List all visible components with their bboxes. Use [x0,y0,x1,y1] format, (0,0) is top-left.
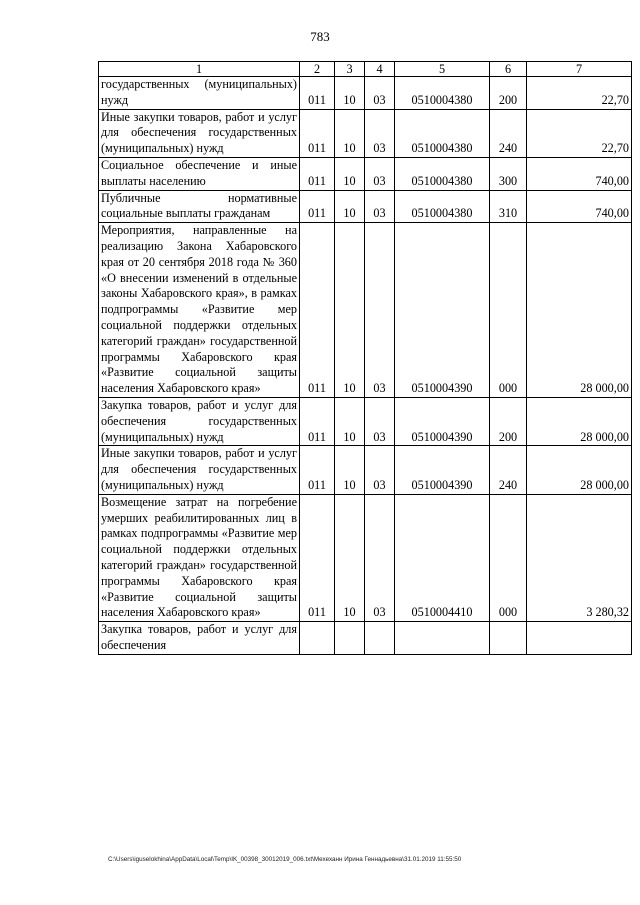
row-subsection [365,622,395,655]
column-header: 6 [490,62,527,77]
row-code: 011 [300,446,335,494]
column-header: 1 [99,62,300,77]
row-name: Мероприятия, направленные на реализацию Закона Хабаровского края от 20 сентября 2018 года № 360 «О внесении изменений в отдельные законы Хабаровского края», в рамках подпрограммы «Развитие мер социальной поддержки отдельных категорий граждан» государственной программы Хабаровского края «Развитие социальной защиты населения Хабаровского края» [99,223,300,398]
row-type: 200 [490,77,527,110]
row-name: Возмещение затрат на погребение умерших реабилитированных лиц в рамках подпрограммы «Развитие мер социальной поддержки отдельных категорий граждан» государственной программы Хабаровского края «Развитие социальной защиты населения Хабаровского края» [99,494,300,621]
column-header: 4 [365,62,395,77]
table-row [99,223,632,398]
row-code: 011 [300,494,335,621]
row-section: 10 [335,494,365,621]
table-row [99,109,632,157]
row-name: Социальное обеспечение и иные выплаты населению [99,157,300,190]
row-name: Иные закупки товаров, работ и услуг для обеспечения государственных (муниципальных) нужд [99,446,300,494]
row-subsection: 03 [365,77,395,110]
column-header: 5 [395,62,490,77]
row-subsection: 03 [365,109,395,157]
column-header: 7 [527,62,632,77]
table-row [99,77,632,110]
row-target: 0510004380 [395,190,490,223]
row-section: 10 [335,109,365,157]
row-subsection: 03 [365,494,395,621]
row-target: 0510004410 [395,494,490,621]
row-code: 011 [300,190,335,223]
table-header-row [99,62,632,77]
row-type: 310 [490,190,527,223]
row-name: государственных (муниципальных) нужд [99,77,300,110]
page-number: 783 [310,29,330,44]
row-amount: 740,00 [527,190,632,223]
row-subsection: 03 [365,446,395,494]
row-code: 011 [300,77,335,110]
row-section: 10 [335,397,365,445]
row-code: 011 [300,397,335,445]
row-subsection: 03 [365,157,395,190]
row-name: Иные закупки товаров, работ и услуг для обеспечения государственных (муниципальных) нужд [99,109,300,157]
row-type: 000 [490,494,527,621]
row-name: Публичные нормативные социальные выплаты гражданам [99,190,300,223]
row-amount [527,622,632,655]
row-section: 10 [335,190,365,223]
row-section: 10 [335,223,365,398]
row-target: 0510004390 [395,446,490,494]
row-name: Закупка товаров, работ и услуг для обеспечения [99,622,300,655]
row-amount: 28 000,00 [527,446,632,494]
row-section [335,622,365,655]
row-type: 240 [490,109,527,157]
row-section: 10 [335,446,365,494]
row-type [490,622,527,655]
row-code: 011 [300,157,335,190]
row-type: 240 [490,446,527,494]
row-type: 300 [490,157,527,190]
row-type: 000 [490,223,527,398]
row-subsection: 03 [365,397,395,445]
column-header: 3 [335,62,365,77]
row-target: 0510004380 [395,109,490,157]
row-code [300,622,335,655]
table-row [99,190,632,223]
row-type: 200 [490,397,527,445]
column-header: 2 [300,62,335,77]
row-amount: 3 280,32 [527,494,632,621]
file-path-footer: C:\Users\iguselokhina\AppData\Local\Temp\IK_00398_30012019_006.txt\Мехеханн Ирина Геннадьевна\31.01.2019 11:55:50 [108,856,462,863]
row-target: 0510004390 [395,223,490,398]
table-row [99,494,632,621]
table-row [99,622,632,655]
row-target: 0510004380 [395,157,490,190]
row-subsection: 03 [365,223,395,398]
table-row [99,397,632,445]
table-row [99,446,632,494]
row-amount: 740,00 [527,157,632,190]
row-section: 10 [335,77,365,110]
row-target [395,622,490,655]
row-target: 0510004390 [395,397,490,445]
row-amount: 28 000,00 [527,223,632,398]
budget-table [98,61,632,655]
row-subsection: 03 [365,190,395,223]
row-section: 10 [335,157,365,190]
row-amount: 28 000,00 [527,397,632,445]
table-row [99,157,632,190]
row-target: 0510004380 [395,77,490,110]
row-code: 011 [300,223,335,398]
row-code: 011 [300,109,335,157]
row-amount: 22,70 [527,77,632,110]
row-amount: 22,70 [527,109,632,157]
row-name: Закупка товаров, работ и услуг для обеспечения государственных (муниципальных) нужд [99,397,300,445]
